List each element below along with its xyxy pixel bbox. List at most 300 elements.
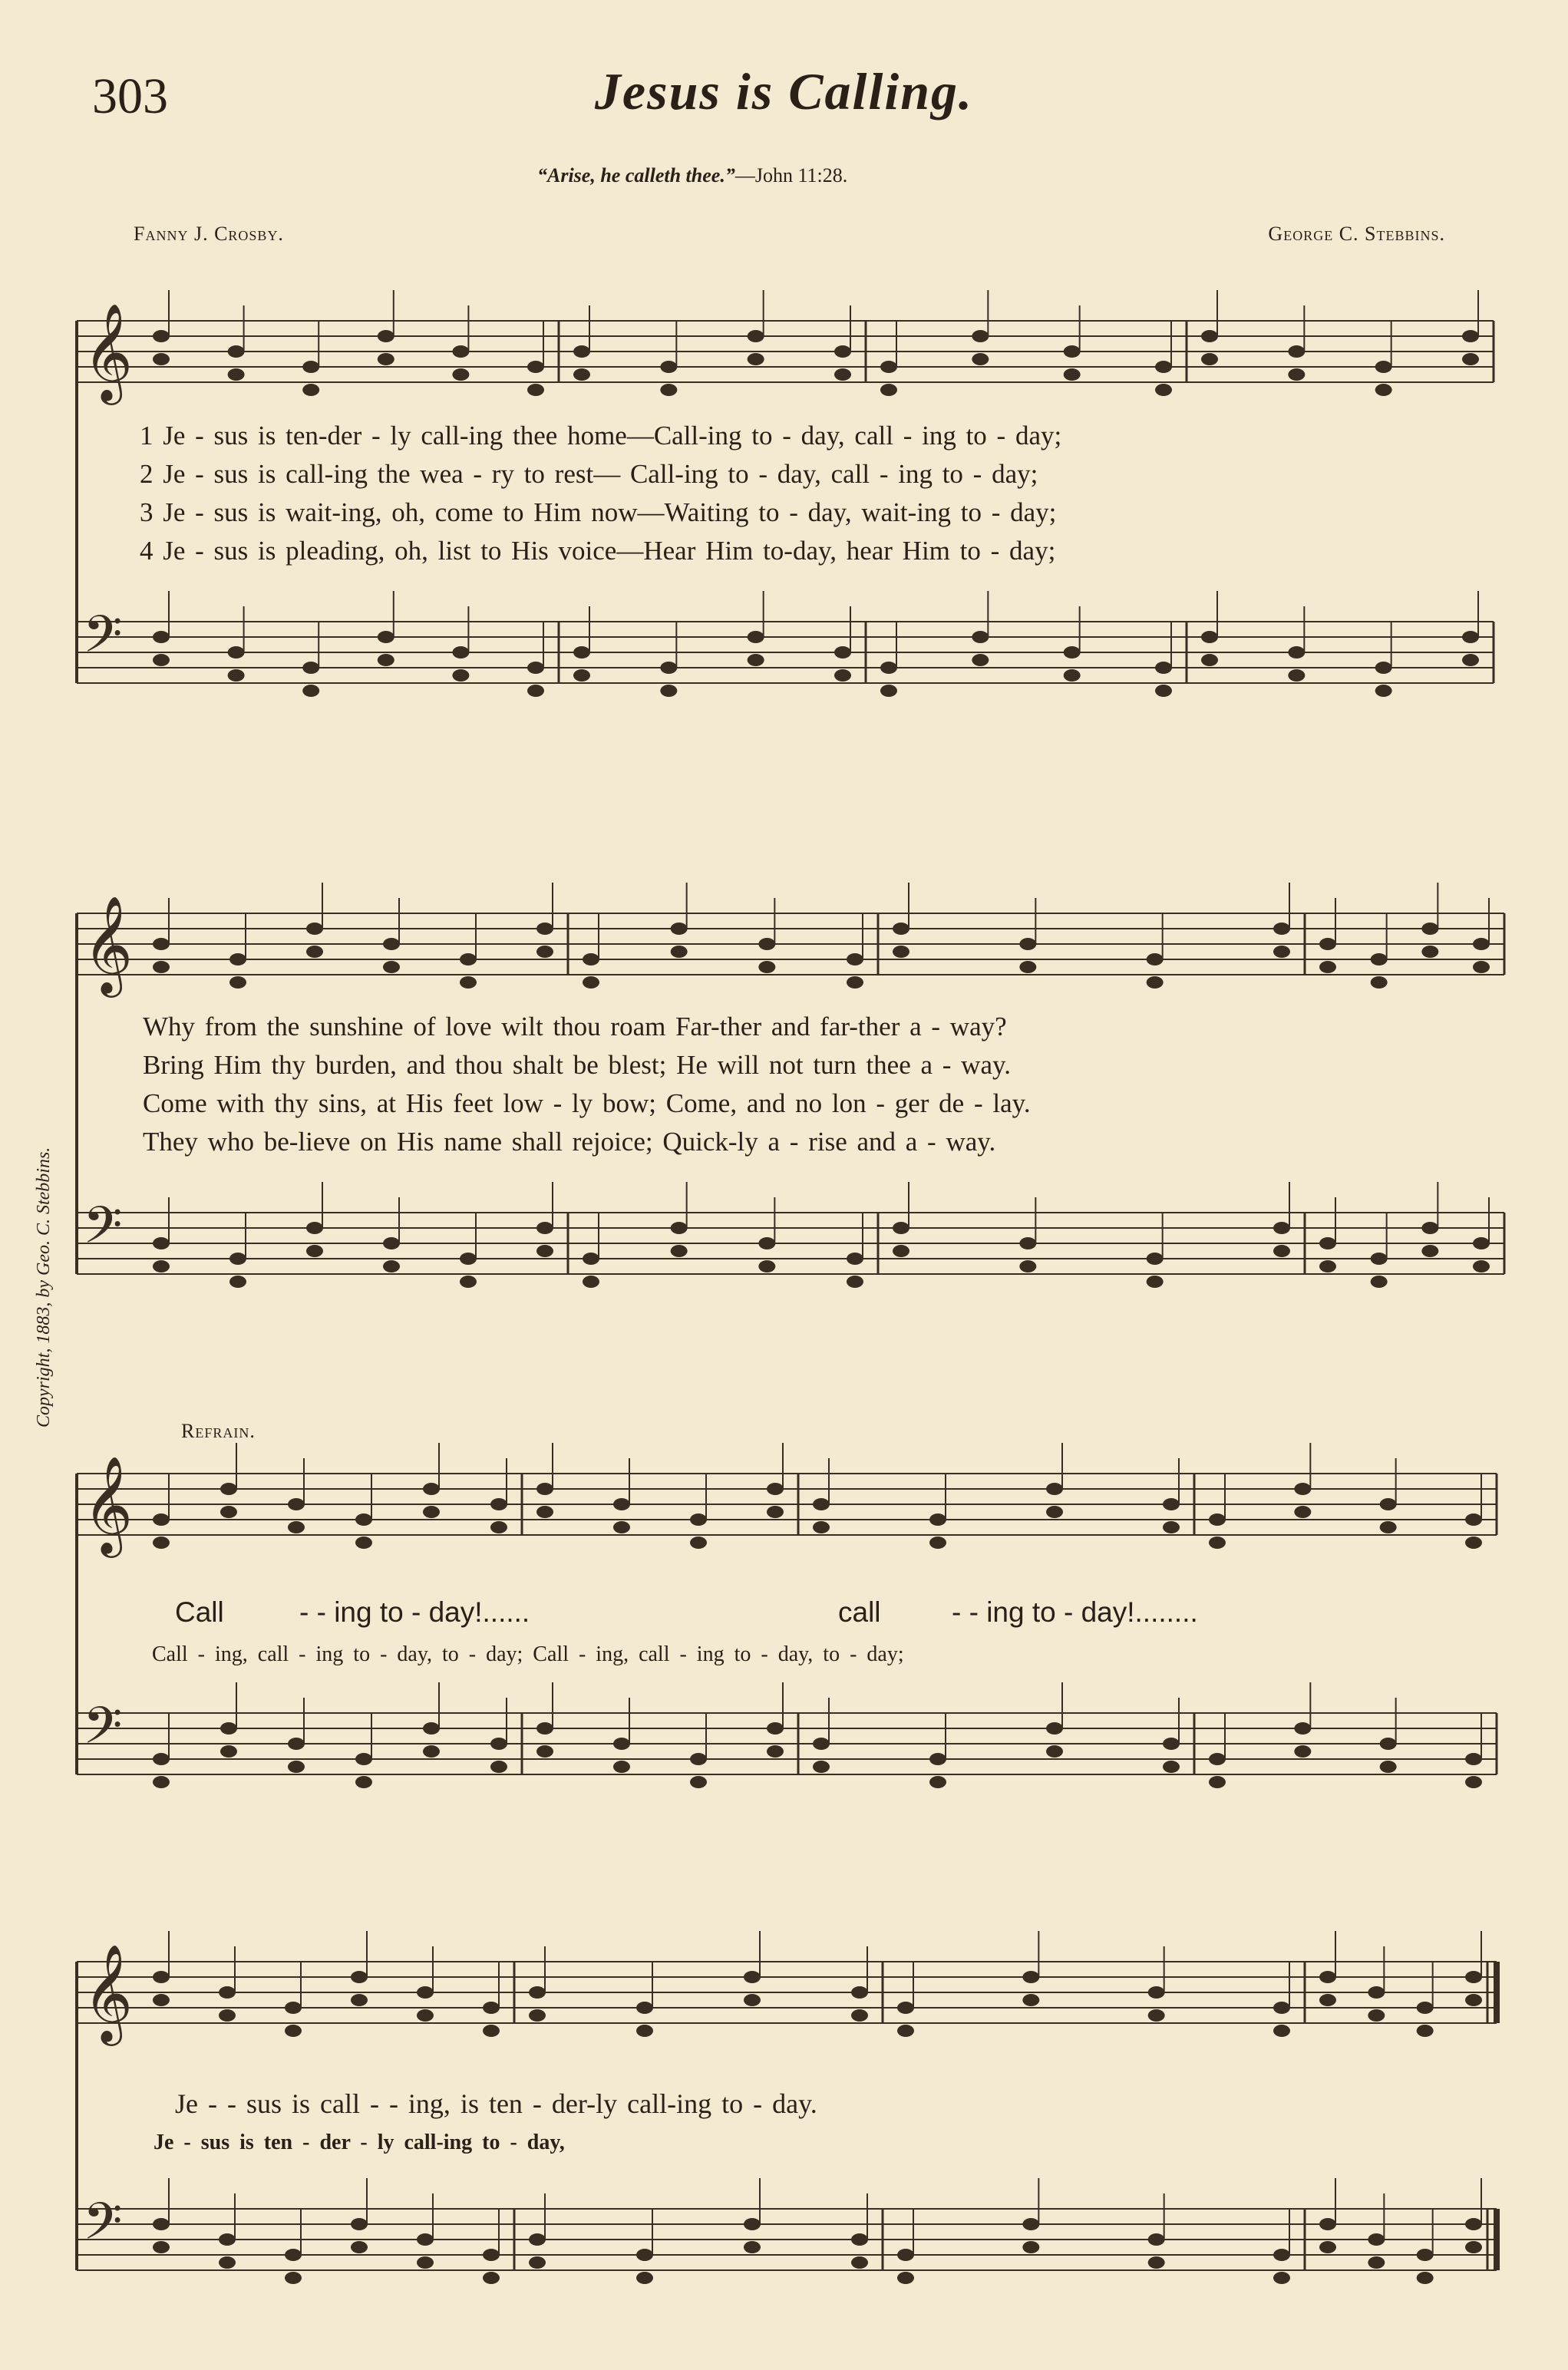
notehead — [1462, 631, 1479, 643]
notehead — [1319, 1971, 1336, 1983]
notehead — [1462, 330, 1479, 342]
notehead — [1148, 2009, 1165, 2022]
notehead — [355, 1776, 372, 1788]
notehead — [1288, 646, 1305, 659]
notehead — [1380, 1498, 1397, 1510]
notehead — [417, 2009, 434, 2022]
notehead — [880, 685, 897, 697]
notehead — [929, 1537, 946, 1549]
notehead — [452, 368, 469, 381]
notehead — [1380, 1761, 1397, 1773]
notehead — [767, 1745, 784, 1758]
refrain-lead-2: Je - - sus is call - - ing, is ten - der-ly call-ing to - day. — [175, 2088, 817, 2119]
treble-clef-icon: 𝄞 — [83, 302, 134, 401]
notehead — [690, 1753, 707, 1765]
notehead — [417, 2256, 434, 2269]
notehead — [490, 1521, 507, 1533]
notehead — [1319, 1237, 1336, 1249]
notehead — [1375, 384, 1392, 396]
refrain-label: Refrain. — [181, 1420, 256, 1442]
notehead — [306, 1245, 323, 1257]
notehead — [1465, 1994, 1482, 2006]
notehead — [229, 1253, 246, 1265]
notehead — [613, 1738, 630, 1750]
notehead — [153, 1537, 170, 1549]
notehead — [529, 2009, 546, 2022]
scripture-quote: “Arise, he calleth thee.” — [537, 164, 735, 186]
notehead — [1371, 1253, 1388, 1265]
notehead — [767, 1722, 784, 1735]
verse-1-line-1: 1 Je - sus is ten-der - ly call-ing thee home—Call-ing to - day, call - ing to - day; — [140, 421, 1062, 451]
notehead — [1209, 1513, 1226, 1526]
notehead — [748, 353, 764, 365]
notehead — [1288, 345, 1305, 358]
notehead — [972, 654, 989, 666]
notehead — [897, 2272, 914, 2284]
notehead — [893, 1222, 909, 1234]
notehead — [153, 938, 170, 950]
notehead — [288, 1761, 305, 1773]
notehead — [536, 1222, 553, 1234]
notehead — [1462, 654, 1479, 666]
notehead — [153, 2241, 170, 2253]
notehead — [1019, 938, 1036, 950]
notehead — [1273, 2272, 1290, 2284]
notehead — [767, 1483, 784, 1495]
notehead — [851, 2233, 868, 2246]
notehead — [573, 646, 590, 659]
notehead — [758, 1260, 775, 1272]
notehead — [1064, 345, 1081, 358]
notehead — [1155, 662, 1172, 674]
notehead — [1473, 961, 1490, 973]
notehead — [1371, 953, 1388, 965]
notehead — [758, 1237, 775, 1249]
notehead — [1022, 1971, 1039, 1983]
notehead — [748, 330, 764, 342]
notehead — [1019, 1260, 1036, 1272]
notehead — [1046, 1722, 1063, 1735]
notehead — [1022, 2218, 1039, 2230]
notehead — [378, 330, 394, 342]
notehead — [229, 976, 246, 989]
notehead — [690, 1776, 707, 1788]
notehead — [452, 345, 469, 358]
notehead — [1201, 654, 1218, 666]
hymn-title: Jesus is Calling. — [594, 62, 974, 120]
notehead — [536, 923, 553, 935]
composer: George C. Stebbins. — [1268, 223, 1445, 245]
notehead — [1319, 1260, 1336, 1272]
notehead — [583, 976, 599, 989]
notehead — [1368, 1986, 1385, 1999]
notehead — [972, 353, 989, 365]
notehead — [1288, 368, 1305, 381]
notehead — [490, 1738, 507, 1750]
notehead — [1147, 1253, 1164, 1265]
notehead — [423, 1722, 440, 1735]
notehead — [536, 1722, 553, 1735]
refrain-lead-1c: call — [838, 1596, 881, 1628]
notehead — [219, 2009, 236, 2022]
notehead — [302, 384, 319, 396]
notehead — [1148, 1986, 1165, 1999]
bass-clef-icon: 𝄢 — [83, 1696, 123, 1768]
notehead — [1046, 1745, 1063, 1758]
notehead — [228, 345, 245, 358]
notehead — [834, 669, 851, 682]
notehead — [660, 685, 677, 697]
notehead — [490, 1498, 507, 1510]
notehead — [1375, 685, 1392, 697]
notehead — [423, 1483, 440, 1495]
notehead — [153, 330, 170, 342]
notehead — [1273, 2025, 1290, 2037]
notehead — [1375, 361, 1392, 373]
notehead — [527, 361, 544, 373]
notehead — [153, 1260, 170, 1272]
notehead — [460, 1276, 477, 1288]
notehead — [452, 669, 469, 682]
notehead — [1417, 2249, 1434, 2261]
notehead — [483, 2002, 500, 2014]
notehead — [690, 1513, 707, 1526]
notehead — [636, 2002, 653, 2014]
notehead — [1319, 961, 1336, 973]
notehead — [573, 345, 590, 358]
notehead — [880, 384, 897, 396]
notehead — [153, 353, 170, 365]
notehead — [306, 1222, 323, 1234]
notehead — [1147, 976, 1164, 989]
notehead — [1421, 1222, 1438, 1234]
notehead — [1417, 2025, 1434, 2037]
notehead — [220, 1506, 237, 1518]
notehead — [153, 1753, 170, 1765]
notehead — [302, 361, 319, 373]
notehead — [417, 2233, 434, 2246]
notehead — [228, 368, 245, 381]
notehead — [847, 976, 863, 989]
treble-clef-icon: 𝄞 — [83, 1943, 134, 2042]
notehead — [847, 1276, 863, 1288]
notehead — [1371, 1276, 1388, 1288]
notehead — [1155, 685, 1172, 697]
notehead — [834, 368, 851, 381]
notehead — [897, 2249, 914, 2261]
notehead — [1019, 961, 1036, 973]
notehead — [302, 685, 319, 697]
verse-2-line-1: 2 Je - sus is call-ing the wea - ry to rest— Call-ing to - day, call - ing to - day; — [140, 459, 1038, 489]
notehead — [851, 1986, 868, 1999]
notehead — [813, 1521, 830, 1533]
notehead — [529, 2256, 546, 2269]
notehead — [527, 384, 544, 396]
notehead — [758, 961, 775, 973]
notehead — [1465, 1971, 1482, 1983]
notehead — [285, 2272, 302, 2284]
verse-4-line-2: They who be-lieve on His name shall rejoice; Quick-ly a - rise and a - way. — [143, 1127, 996, 1157]
notehead — [153, 1237, 170, 1249]
notehead — [228, 646, 245, 659]
notehead — [929, 1513, 946, 1526]
notehead — [1064, 669, 1081, 682]
notehead — [153, 631, 170, 643]
notehead — [1465, 1753, 1482, 1765]
notehead — [744, 2218, 761, 2230]
notehead — [355, 1513, 372, 1526]
notehead — [1294, 1483, 1311, 1495]
verse-4-line-1: 4 Je - sus is pleading, oh, list to His voice—Hear Him to-day, hear Him to - day; — [140, 536, 1056, 566]
notehead — [1148, 2233, 1165, 2246]
notehead — [847, 953, 863, 965]
notehead — [1294, 1506, 1311, 1518]
notehead — [583, 1253, 599, 1265]
notehead — [851, 2256, 868, 2269]
notehead — [288, 1498, 305, 1510]
bass-clef-icon: 𝄢 — [83, 2192, 123, 2263]
refrain-lead-1b: - - ing to - day!...... — [299, 1596, 530, 1628]
notehead — [767, 1506, 784, 1518]
notehead — [1465, 1776, 1482, 1788]
notehead — [378, 654, 394, 666]
notehead — [1473, 1237, 1490, 1249]
notehead — [1368, 2256, 1385, 2269]
notehead — [383, 1260, 400, 1272]
notehead — [529, 1986, 546, 1999]
notehead — [460, 976, 477, 989]
notehead — [1209, 1776, 1226, 1788]
notehead — [527, 685, 544, 697]
notehead — [1064, 646, 1081, 659]
notehead — [355, 1537, 372, 1549]
notehead — [153, 2218, 170, 2230]
notehead — [306, 946, 323, 958]
notehead — [306, 923, 323, 935]
notehead — [1163, 1521, 1180, 1533]
notehead — [660, 662, 677, 674]
notehead — [671, 923, 688, 935]
refrain-lead-1d: - - ing to - day!........ — [952, 1596, 1198, 1628]
notehead — [219, 2233, 236, 2246]
notehead — [847, 1253, 863, 1265]
refrain-sub-2: Je - sus is ten - der - ly call-ing to - day, — [153, 2131, 565, 2154]
notehead — [1163, 1498, 1180, 1510]
notehead — [690, 1537, 707, 1549]
notehead — [1046, 1506, 1063, 1518]
hymn-number: 303 — [92, 68, 168, 124]
notehead — [483, 2025, 500, 2037]
notehead — [758, 938, 775, 950]
notehead — [229, 953, 246, 965]
notehead — [220, 1722, 237, 1735]
notehead — [1294, 1722, 1311, 1735]
notehead — [378, 353, 394, 365]
notehead — [636, 2272, 653, 2284]
notehead — [1064, 368, 1081, 381]
notehead — [929, 1753, 946, 1765]
notehead — [153, 1776, 170, 1788]
copyright-notice: Copyright, 1883, by Geo. C. Stebbins. — [34, 1147, 54, 1428]
verse-3-line-1: 3 Je - sus is wait-ing, oh, come to Him now—Waiting to - day, wait-ing to - day; — [140, 497, 1057, 527]
notehead — [285, 2249, 302, 2261]
notehead — [1022, 2241, 1039, 2253]
notehead — [1148, 2256, 1165, 2269]
notehead — [302, 662, 319, 674]
notehead — [1273, 2002, 1290, 2014]
notehead — [573, 669, 590, 682]
bass-clef-icon: 𝄢 — [83, 605, 123, 676]
notehead — [813, 1498, 830, 1510]
notehead — [220, 1745, 237, 1758]
notehead — [351, 2241, 368, 2253]
notehead — [285, 2025, 302, 2037]
verse-2-line-2: Bring Him thy burden, and thou shalt be blest; He will not turn thee a - way. — [143, 1050, 1011, 1080]
notehead — [834, 646, 851, 659]
notehead — [1288, 669, 1305, 682]
notehead — [1163, 1738, 1180, 1750]
notehead — [219, 1986, 236, 1999]
notehead — [613, 1761, 630, 1773]
notehead — [285, 2002, 302, 2014]
bass-clef-icon: 𝄢 — [83, 1196, 123, 1267]
notehead — [1019, 1237, 1036, 1249]
notehead — [1465, 2218, 1482, 2230]
notehead — [527, 662, 544, 674]
notehead — [1209, 1753, 1226, 1765]
notehead — [1371, 976, 1388, 989]
notehead — [153, 1513, 170, 1526]
notehead — [929, 1776, 946, 1788]
notehead — [1368, 2233, 1385, 2246]
notehead — [355, 1753, 372, 1765]
notehead — [536, 1245, 553, 1257]
notehead — [1022, 1994, 1039, 2006]
notehead — [460, 953, 477, 965]
lyricist: Fanny J. Crosby. — [134, 223, 284, 245]
notehead — [417, 1986, 434, 1999]
notehead — [1380, 1738, 1397, 1750]
notehead — [893, 946, 909, 958]
notehead — [1147, 953, 1164, 965]
notehead — [671, 1222, 688, 1234]
notehead — [972, 631, 989, 643]
notehead — [383, 1237, 400, 1249]
notehead — [1147, 1276, 1164, 1288]
notehead — [536, 1506, 553, 1518]
notehead — [613, 1521, 630, 1533]
notehead — [1465, 1513, 1482, 1526]
notehead — [529, 2233, 546, 2246]
notehead — [1465, 1537, 1482, 1549]
notehead — [1319, 2241, 1336, 2253]
notehead — [1421, 946, 1438, 958]
notehead — [1319, 1994, 1336, 2006]
notehead — [490, 1761, 507, 1773]
notehead — [636, 2249, 653, 2261]
notehead — [834, 345, 851, 358]
treble-clef-icon: 𝄞 — [83, 1455, 134, 1553]
notehead — [153, 1994, 170, 2006]
notehead — [423, 1506, 440, 1518]
notehead — [351, 1994, 368, 2006]
notehead — [671, 946, 688, 958]
notehead — [288, 1521, 305, 1533]
notehead — [1465, 2241, 1482, 2253]
notehead — [744, 1994, 761, 2006]
notehead — [748, 631, 764, 643]
notehead — [1473, 938, 1490, 950]
notehead — [851, 2009, 868, 2022]
notehead — [813, 1738, 830, 1750]
refrain-sub-1: Call - ing, call - ing to - day, to - day; Call - ing, call - ing to - day, to - day; — [152, 1642, 904, 1666]
notehead — [423, 1745, 440, 1758]
notehead — [452, 646, 469, 659]
notehead — [229, 1276, 246, 1288]
notehead — [1273, 2249, 1290, 2261]
notehead — [1375, 662, 1392, 674]
notehead — [1273, 1222, 1290, 1234]
notehead — [1155, 384, 1172, 396]
notehead — [880, 361, 897, 373]
notehead — [483, 2249, 500, 2261]
notehead — [536, 946, 553, 958]
notehead — [383, 938, 400, 950]
notehead — [897, 2002, 914, 2014]
notehead — [153, 1971, 170, 1983]
notehead — [536, 1745, 553, 1758]
notehead — [1273, 923, 1290, 935]
notehead — [893, 923, 909, 935]
notehead — [483, 2272, 500, 2284]
notehead — [1046, 1483, 1063, 1495]
verse-1-line-2: Why from the sunshine of love wilt thou roam Far-ther and far-ther a - way? — [143, 1012, 1007, 1041]
notehead — [1273, 946, 1290, 958]
notehead — [1319, 2218, 1336, 2230]
notehead — [1163, 1761, 1180, 1773]
notehead — [153, 961, 170, 973]
notehead — [660, 361, 677, 373]
scripture-citation: —John 11:28. — [734, 164, 848, 186]
notehead — [671, 1245, 688, 1257]
notehead — [1417, 2002, 1434, 2014]
notehead — [228, 669, 245, 682]
notehead — [880, 662, 897, 674]
notehead — [1201, 631, 1218, 643]
notehead — [460, 1253, 477, 1265]
notehead — [219, 2256, 236, 2269]
notehead — [1319, 938, 1336, 950]
notehead — [383, 961, 400, 973]
notehead — [744, 1971, 761, 1983]
notehead — [378, 631, 394, 643]
notehead — [1209, 1537, 1226, 1549]
notehead — [288, 1738, 305, 1750]
notehead — [613, 1498, 630, 1510]
notehead — [1294, 1745, 1311, 1758]
notehead — [153, 654, 170, 666]
notehead — [1201, 330, 1218, 342]
notehead — [1201, 353, 1218, 365]
notehead — [897, 2025, 914, 2037]
notehead — [1421, 923, 1438, 935]
notehead — [220, 1483, 237, 1495]
notehead — [1368, 2009, 1385, 2022]
notehead — [744, 2241, 761, 2253]
notehead — [813, 1761, 830, 1773]
notehead — [1273, 1245, 1290, 1257]
notehead — [536, 1483, 553, 1495]
